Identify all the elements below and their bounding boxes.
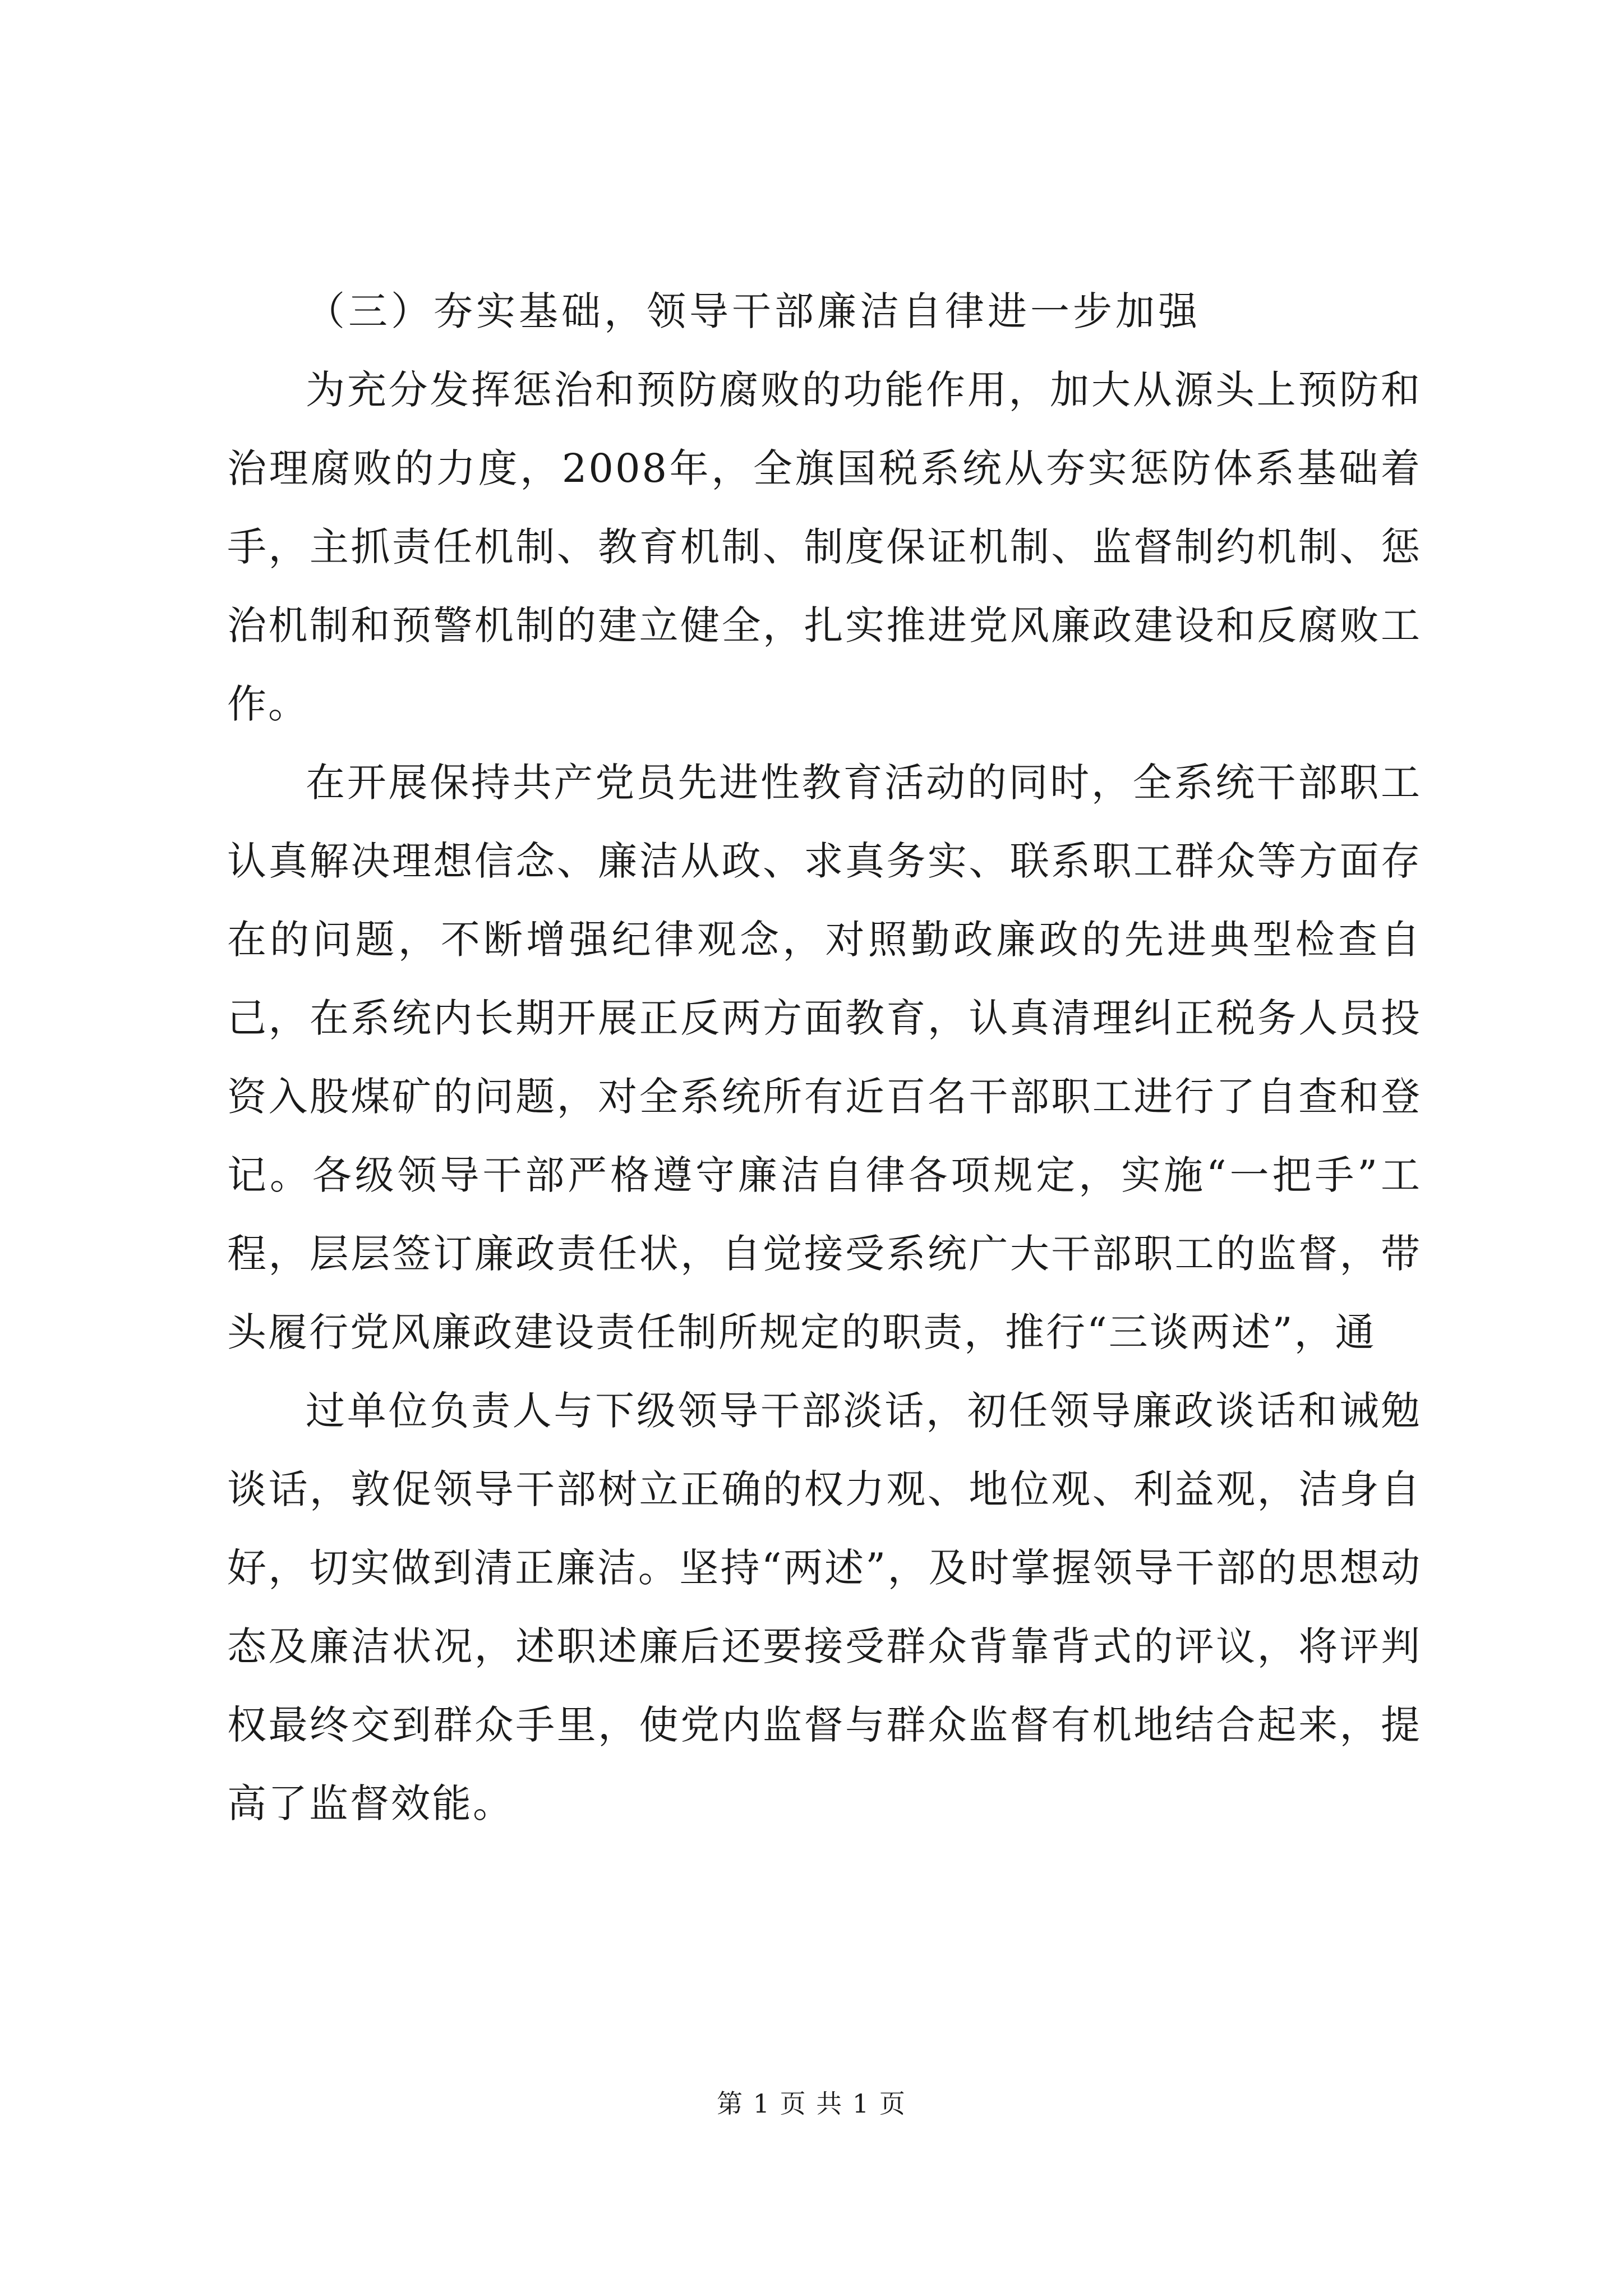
page-footer: 第 1 页 共 1 页 (717, 2088, 906, 2119)
paragraph-3: 过单位负责人与下级领导干部淡话，初任领导廉政谈话和诫勉谈话，敦促领导干部树立正确的权力观、地位观、利益观，洁身自好，切实做到清正廉洁。坚持“两述”，及时掌握领导干部的思想动态及廉洁状况，述职述廉后还要接受群众背靠背式的评议，将评判权最终交到群众手里，使党内监督与群众监督有机地结合起来，提高了监督效能。 (227, 1388, 1422, 1826)
paragraph-1: 为充分发挥惩治和预防腐败的功能作用，加大从源头上预防和治理腐败的力度，2008年，全旗国税系统从夯实惩防体系基础着手，主抓责任机制、教育机制、制度保证机制、监督制约机制、惩治机制和预警机制的建立健全，扎实推进党风廉政建设和反腐败工作。 (227, 367, 1422, 727)
document-body (227, 272, 1422, 1843)
paragraph-2: 在开展保持共产党员先进性教育活动的同时，全系统干部职工认真解决理想信念、廉洁从政、求真务实、联系职工群众等方面存在的问题，不断增强纪律观念，对照勤政廉政的先进典型检查自己，在系统内长期开展正反两方面教育，认真清理纠正税务人员投资入股煤矿的问题，对全系统所有近百名干部职工进行了自查和登记。各级领导干部严格遵守廉洁自律各项规定，实施“一把手”工程，层层签订廉政责任状，自觉接受系统广大干部职工的监督，带头履行党风廉政建设责任制所规定的职责，推行“三谈两述”，通 (227, 760, 1422, 1355)
section-heading: （三）夯实基础，领导干部廉洁自律进一步加强 (306, 288, 1201, 334)
